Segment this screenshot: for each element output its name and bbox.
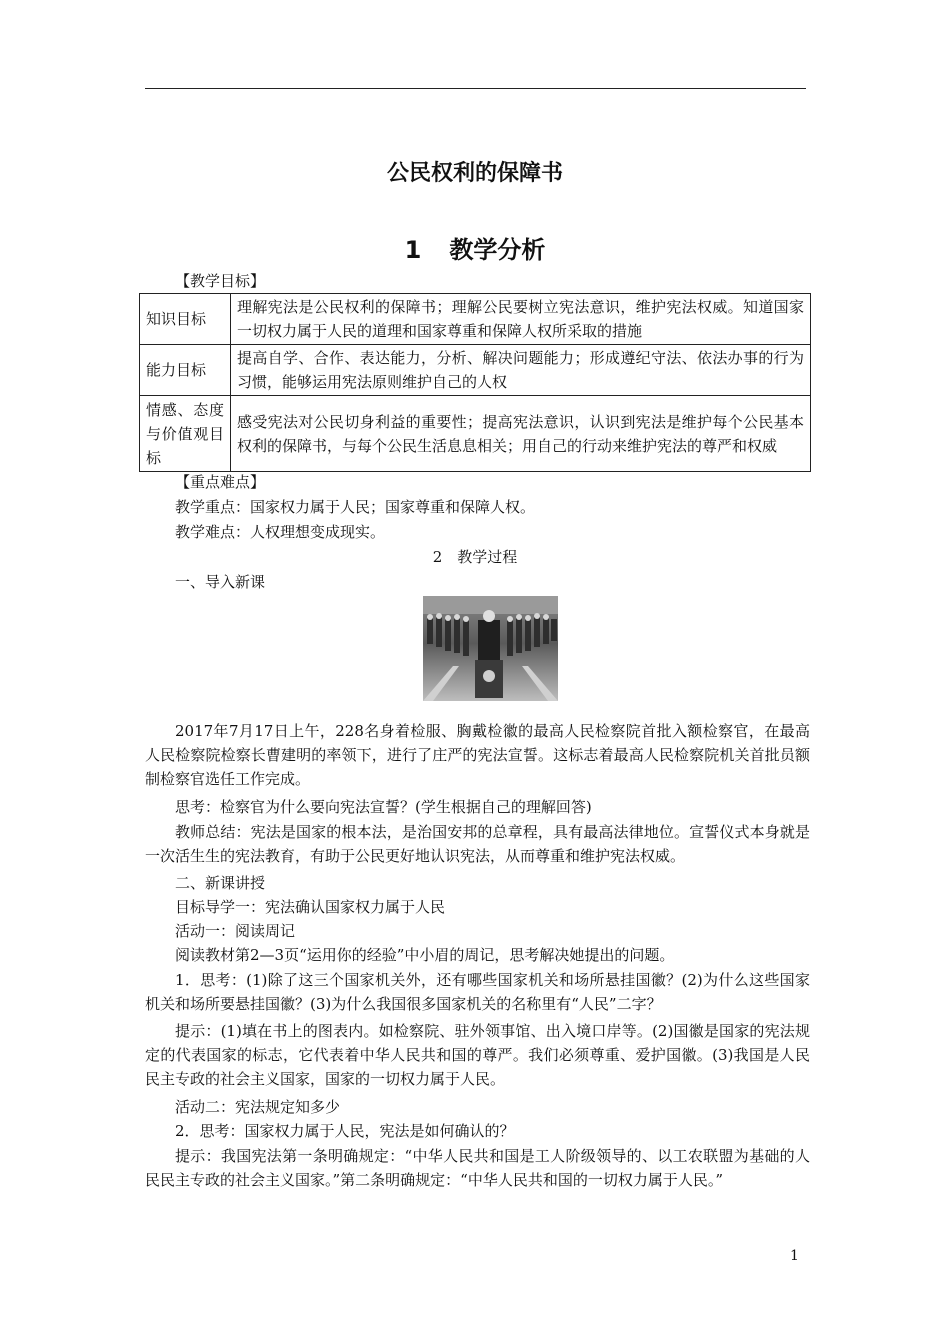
table-row [140,345,811,396]
key-point: 教学重点：国家权力属于人民；国家尊重和保障人权。 [175,498,536,516]
part-heading-1: 一、导入新课 [175,573,266,591]
goals-heading: 【教学目标】 [175,272,266,290]
paragraph-question-1: 1．思考：(1)除了这三个国家机关外，还有哪些国家机关和场所悬挂国徽？(2)为什么这些国家机关和场所要悬挂国徽？(3)为什么我国很多国家机关的名称里有“人民”二字？ [145,971,810,1013]
section-title: 教学分析 [449,236,546,264]
section-heading-1 [0,230,950,265]
goal-label: 知识目标 [140,294,231,345]
difficult-point: 教学难点：人权理想变成现实。 [175,523,386,541]
activity-heading-2: 活动二：宪法规定知多少 [175,1098,341,1116]
page-number: 1 [790,1248,799,1264]
header-rule [145,88,806,89]
paragraph-news: 2017年7月17日上午，228名身着检服、胸戴检徽的最高人民检察院首批入额检察官，在最高人民检察院检察长曹建明的率领下，进行了庄严的宪法宣誓。这标志着最高人民检察院机关首批员额制检察官选任工作完成。 [145,722,810,788]
table-row [140,396,811,472]
paragraph-question-2: 2．思考：国家权力属于人民，宪法是如何确认的？ [175,1122,515,1140]
table-row [140,294,811,345]
paragraph-think-1: 思考：检察官为什么要向宪法宣誓？(学生根据自己的理解回答) [175,798,592,816]
paragraph-hint-2: 提示：我国宪法第一条明确规定：“中华人民共和国是工人阶级领导的、以工农联盟为基础的人民民主专政的社会主义国家。”第二条明确规定：“中华人民共和国的一切权力属于人民。” [145,1147,810,1189]
goal-text: 感受宪法对公民切身利益的重要性；提高宪法意识，认识到宪法是维护每个公民基本权利的保障书，与每个公民生活息息相关；用自己的行动来维护宪法的尊严和权威 [231,396,811,472]
goal-label: 情感、态度与价值观目标 [140,396,231,472]
target-heading-1: 目标导学一：宪法确认国家权力属于人民 [175,898,446,916]
section-number: 1 [404,236,422,264]
goal-text: 理解宪法是公民权利的保障书；理解公民要树立宪法意识，维护宪法权威。知道国家一切权力属于人民的道理和国家尊重和保障人权所采取的措施 [231,294,811,345]
oath-ceremony-photo [423,596,558,701]
goal-text: 提高自学、合作、表达能力，分析、解决问题能力；形成遵纪守法、依法办事的行为习惯，能够运用宪法原则维护自己的人权 [231,345,811,396]
goal-label: 能力目标 [140,345,231,396]
paragraph-read: 阅读教材第2—3页“运用你的经验”中小眉的周记，思考解决她提出的问题。 [175,946,675,964]
section-heading-2: 2 教学过程 [432,548,518,566]
document-title: 公民权利的保障书 [386,161,563,186]
paragraph-hint-1: 提示：(1)填在书上的图表内。如检察院、驻外领事馆、出入境口岸等。(2)国徽是国家的宪法规定的代表国家的标志，它代表着中华人民共和国的尊严。我们必须尊重、爱护国徽。(3)我国是人民民主专政的社会主义国家，国家的一切权力属于人民。 [145,1022,810,1088]
paragraph-summary: 教师总结：宪法是国家的根本法，是治国安邦的总章程，具有最高法律地位。宣誓仪式本身就是一次活生生的宪法教育，有助于公民更好地认识宪法，从而尊重和维护宪法权威。 [145,823,810,865]
goals-table [139,293,811,472]
part-heading-2: 二、新课讲授 [175,874,266,892]
key-heading: 【重点难点】 [175,473,266,491]
activity-heading-1: 活动一：阅读周记 [175,922,296,940]
